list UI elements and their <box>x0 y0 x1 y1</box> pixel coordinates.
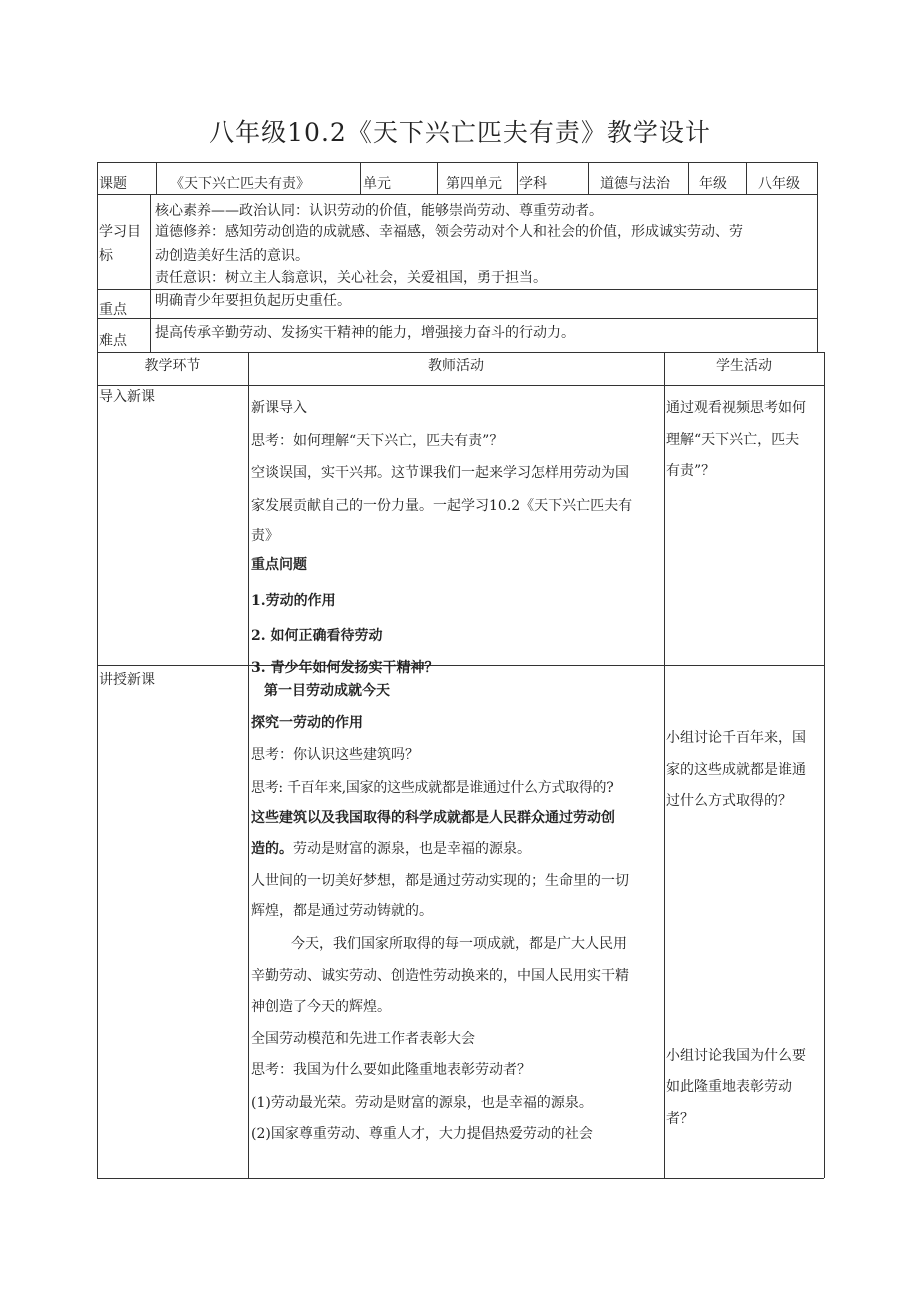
intro-question-2: 2. 如何正确看待劳动 <box>251 628 383 644</box>
lecture-student-line: 家的这些成就都是谁通 <box>666 762 806 778</box>
intro-stage: 导入新课 <box>99 389 155 405</box>
lecture-stage: 讲授新课 <box>99 672 155 688</box>
goals-line-4: 责任意识：树立主人翁意识，关心社会，关爱祖国，勇于担当。 <box>155 270 547 286</box>
intro-teacher-line: 新课导入 <box>251 400 307 416</box>
document-title: 八年级10.2《天下兴亡匹夫有责》教学设计 <box>209 118 711 147</box>
intro-teacher-cell <box>249 386 663 676</box>
lecture-student-line: 小组讨论我国为什么要 <box>666 1048 806 1064</box>
lecture-teacher-line: 思考：我国为什么要如此隆重地表彰劳动者？ <box>251 1062 531 1078</box>
intro-teacher-line: 家发展贡献自己的一份力量。一起学习10.2《天下兴亡匹夫有 <box>251 498 633 514</box>
lecture-teacher-bold-line: 这些建筑以及我国取得的科学成就都是人民群众通过劳动创 <box>251 810 615 826</box>
goals-label: 学习目标 <box>99 224 141 264</box>
header-course-label: 课题 <box>99 176 127 192</box>
intro-question-3: 3. 青少年如何发扬实干精神？ <box>251 660 439 676</box>
lecture-teacher-line: 今天，我们国家所取得的每一项成就，都是广大人民用 <box>291 936 627 952</box>
col-header-stage: 教学环节 <box>144 358 201 374</box>
lecture-student-line: 如此隆重地表彰劳动 <box>666 1079 792 1095</box>
header-grade-label: 年级 <box>699 176 727 192</box>
intro-student-line: 理解“天下兴亡，匹夫 <box>666 432 800 448</box>
intro-key-questions-heading: 重点问题 <box>251 557 307 573</box>
intro-teacher-line: 责》 <box>251 528 279 544</box>
goals-line-1: 核心素养——政治认同：认识劳动的价值，能够崇尚劳动、尊重劳动者。 <box>155 203 603 219</box>
col-header-teacher: 教师活动 <box>428 358 484 374</box>
col-header-student: 学生活动 <box>716 358 772 374</box>
lecture-section-heading: 第一目劳动成就今天 <box>264 683 390 699</box>
lecture-teacher-line: 全国劳动模范和先进工作者表彰大会 <box>251 1031 475 1047</box>
lecture-teacher-line: 思考：你认识这些建筑吗？ <box>251 747 419 763</box>
intro-question-1: 1.劳动的作用 <box>251 593 336 609</box>
lecture-teacher-line: 辉煌，都是通过劳动铸就的。 <box>251 903 433 919</box>
header-subject-label: 学科 <box>519 176 547 192</box>
goals-line-2: 道德修养：感知劳动创造的成就感、幸福感，领会劳动对个人和社会的价值，形成诚实劳动、劳 <box>155 224 743 240</box>
key-label: 重点 <box>99 302 127 318</box>
lecture-student-line: 过什么方式取得的？ <box>666 793 792 809</box>
lecture-teacher-line: 人世间的一切美好梦想，都是通过劳动实现的；生命里的一切 <box>251 873 629 889</box>
hard-label: 难点 <box>99 333 127 349</box>
header-unit-value: 第四单元 <box>446 176 502 192</box>
header-subject-value: 道德与法治 <box>600 176 670 192</box>
lecture-teacher-line: (2)国家尊重劳动、尊重人才，大力提倡热爱劳动的社会 <box>251 1126 593 1142</box>
hard-text: 提高传承辛勤劳动、发扬实干精神的能力，增强接力奋斗的行动力。 <box>155 325 575 341</box>
header-grade-value: 八年级 <box>758 176 800 192</box>
lecture-teacher-line: 劳动是财富的源泉，也是幸福的源泉。 <box>293 841 531 857</box>
lecture-student-line: 者？ <box>666 1111 694 1127</box>
key-text: 明确青少年要担负起历史重任。 <box>155 293 351 309</box>
intro-teacher-line: 思考：如何理解“天下兴亡，匹夫有责”？ <box>251 433 504 449</box>
header-unit-label: 单元 <box>363 176 391 192</box>
lecture-teacher-line: 辛勤劳动、诚实劳动、创造性劳动换来的，中国人民用实干精 <box>251 968 629 984</box>
lecture-student-line: 小组讨论千百年来，国 <box>666 730 806 746</box>
goals-line-3: 动创造美好生活的意识。 <box>155 248 309 264</box>
lecture-teacher-line: (1)劳动最光荣。劳动是财富的源泉，也是幸福的源泉。 <box>251 1095 593 1111</box>
intro-teacher-line: 空谈误国，实干兴邦。这节课我们一起来学习怎样用劳动为国 <box>251 465 629 481</box>
lecture-teacher-line: 神创造了今天的辉煌。 <box>251 999 391 1015</box>
lecture-teacher-line: 思考: 千百年来,国家的这些成就都是谁通过什么方式取得的? <box>251 780 614 796</box>
header-course-value: 《天下兴亡匹夫有责》 <box>170 176 310 192</box>
intro-student-line: 有责”？ <box>666 463 716 479</box>
intro-student-line: 通过观看视频思考如何 <box>666 400 806 416</box>
lecture-inquiry-heading: 探究一劳动的作用 <box>251 715 363 731</box>
lecture-teacher-bold-end: 造的。 <box>251 841 293 857</box>
